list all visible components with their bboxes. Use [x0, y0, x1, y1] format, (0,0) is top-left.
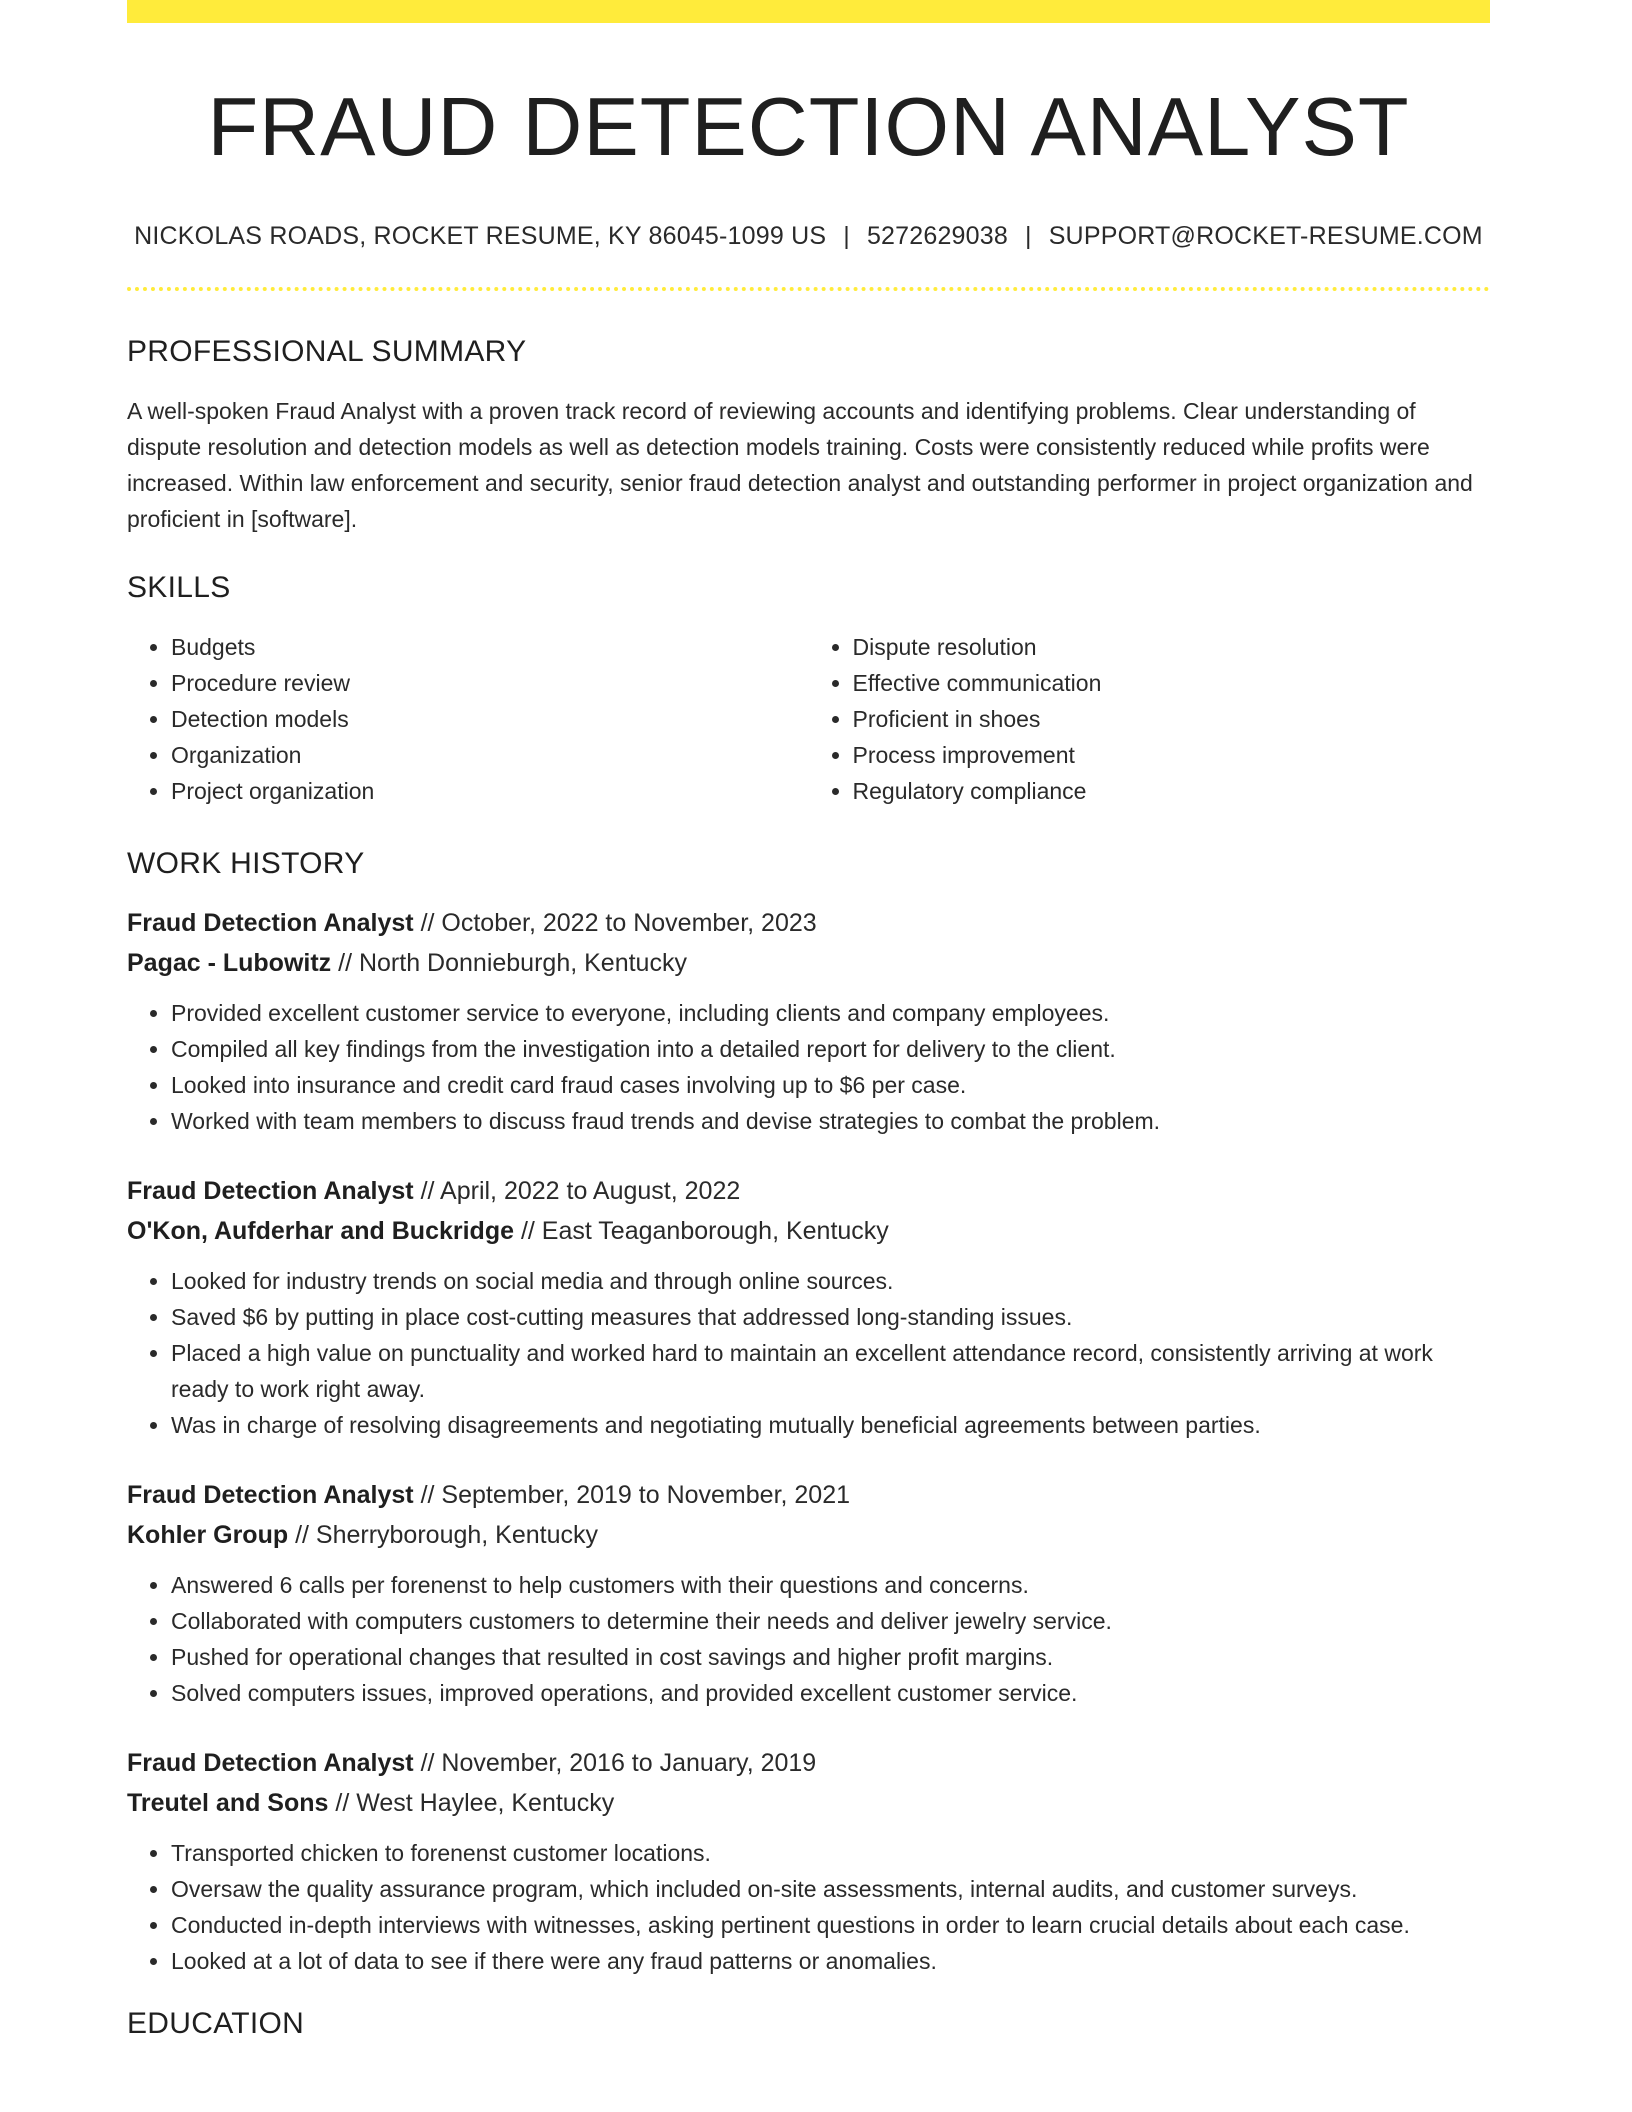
resume-name: FRAUD DETECTION ANALYST [207, 80, 1410, 173]
skill-item: • Budgets [171, 629, 809, 665]
job-bullets [127, 995, 1490, 1139]
skill-item: • Effective communication [853, 665, 1491, 701]
job-title: Fraud Detection Analyst [127, 1749, 414, 1778]
job-company-line [127, 943, 1490, 983]
job-entry [127, 1171, 1490, 1443]
summary-heading: PROFESSIONAL SUMMARY [127, 335, 527, 369]
job-company-line [127, 1515, 1490, 1555]
job-bullet: • Saved $6 by putting in place cost-cutting measures that addressed long-standing issues. [171, 1299, 1490, 1335]
skill-item: • Procedure review [171, 665, 809, 701]
job-bullet: • Looked for industry trends on social media and through online sources. [171, 1263, 1490, 1299]
job-bullets [127, 1835, 1490, 1979]
job-entry [127, 1743, 1490, 1979]
job-dates: // September, 2019 to November, 2021 [420, 1481, 851, 1510]
skills-column-left [127, 629, 809, 809]
job-company-line [127, 1783, 1490, 1823]
skill-item: • Detection models [171, 701, 809, 737]
job-bullet: • Collaborated with computers customers to determine their needs and deliver jewelry service. [171, 1603, 1490, 1639]
job-bullet: • Oversaw the quality assurance program, which included on-site assessments, internal audits, and customer surveys. [171, 1871, 1490, 1907]
contact-separator: | [843, 222, 850, 251]
job-title-line [127, 1171, 1490, 1211]
job-bullet: • Provided excellent customer service to everyone, including clients and company employees. [171, 995, 1490, 1031]
job-bullets [127, 1567, 1490, 1711]
resume-page [127, 0, 1490, 2112]
job-entry [127, 1475, 1490, 1711]
job-bullet: • Worked with team members to discuss fraud trends and devise strategies to combat the problem. [171, 1103, 1490, 1139]
skill-item: • Proficient in shoes [853, 701, 1491, 737]
job-bullet: • Looked into insurance and credit card fraud cases involving up to $6 per case. [171, 1067, 1490, 1103]
job-bullet: • Compiled all key findings from the investigation into a detailed report for delivery to the client. [171, 1031, 1490, 1067]
contact-address: NICKOLAS ROADS, ROCKET RESUME, KY 86045-1099 US [134, 222, 827, 251]
skill-item: • Dispute resolution [853, 629, 1491, 665]
job-bullets [127, 1263, 1490, 1443]
skills-list [127, 629, 1490, 809]
dotted-divider [127, 287, 1490, 291]
contact-email: SUPPORT@ROCKET-RESUME.COM [1048, 222, 1483, 251]
job-bullet: • Was in charge of resolving disagreements and negotiating mutually beneficial agreements between parties. [171, 1407, 1490, 1443]
education-heading: EDUCATION [127, 2007, 305, 2041]
skill-item: • Project organization [171, 773, 809, 809]
job-bullet: • Answered 6 calls per forenenst to help customers with their questions and concerns. [171, 1567, 1490, 1603]
contact-line [127, 222, 1490, 251]
job-bullet: • Conducted in-depth interviews with witnesses, asking pertinent questions in order to learn crucial details about each case. [171, 1907, 1490, 1943]
skills-column-right [809, 629, 1491, 809]
job-title: Fraud Detection Analyst [127, 1481, 414, 1510]
job-title: Fraud Detection Analyst [127, 1177, 414, 1206]
job-bullet: • Looked at a lot of data to see if there were any fraud patterns or anomalies. [171, 1943, 1490, 1979]
summary-text: A well-spoken Fraud Analyst with a proven track record of reviewing accounts and identifying problems. Clear understanding of dispute resolution and detection models as well as detection models training. Costs were consistently reduced while profits were increased. Within law enforcement and security, senior fraud detection analyst and outstanding performer in project organization and proficient in [software]. [127, 398, 1473, 533]
skills-heading: SKILLS [127, 571, 231, 605]
job-entry [127, 903, 1490, 1139]
job-title-line [127, 1475, 1490, 1515]
job-company: Treutel and Sons [127, 1789, 329, 1818]
job-company-line [127, 1211, 1490, 1251]
job-location: // East Teaganborough, Kentucky [520, 1217, 889, 1246]
job-company: Kohler Group [127, 1521, 289, 1550]
job-location: // West Haylee, Kentucky [335, 1789, 615, 1818]
job-company: Pagac - Lubowitz [127, 949, 332, 978]
contact-separator: | [1024, 222, 1032, 251]
accent-bar [127, 0, 1490, 23]
work-history-heading: WORK HISTORY [127, 847, 365, 881]
job-bullet: • Transported chicken to forenenst customer locations. [171, 1835, 1490, 1871]
job-title-line [127, 903, 1490, 943]
job-bullet: • Solved computers issues, improved operations, and provided excellent customer service. [171, 1675, 1490, 1711]
skill-item: • Process improvement [853, 737, 1491, 773]
job-title-line [127, 1743, 1490, 1783]
job-dates: // October, 2022 to November, 2023 [420, 909, 817, 938]
job-dates: // April, 2022 to August, 2022 [420, 1177, 741, 1206]
job-location: // Sherryborough, Kentucky [295, 1521, 599, 1550]
job-bullet: • Placed a high value on punctuality and worked hard to maintain an excellent attendance record, consistently arriving at work ready to work right away. [171, 1335, 1490, 1407]
job-bullet: • Pushed for operational changes that resulted in cost savings and higher profit margins. [171, 1639, 1490, 1675]
job-title: Fraud Detection Analyst [127, 909, 414, 938]
job-dates: // November, 2016 to January, 2019 [420, 1749, 817, 1778]
contact-phone: 5272629038 [866, 222, 1008, 251]
skill-item: • Regulatory compliance [853, 773, 1491, 809]
job-location: // North Donnieburgh, Kentucky [338, 949, 687, 978]
job-company: O'Kon, Aufderhar and Buckridge [127, 1217, 514, 1246]
skill-item: • Organization [171, 737, 809, 773]
